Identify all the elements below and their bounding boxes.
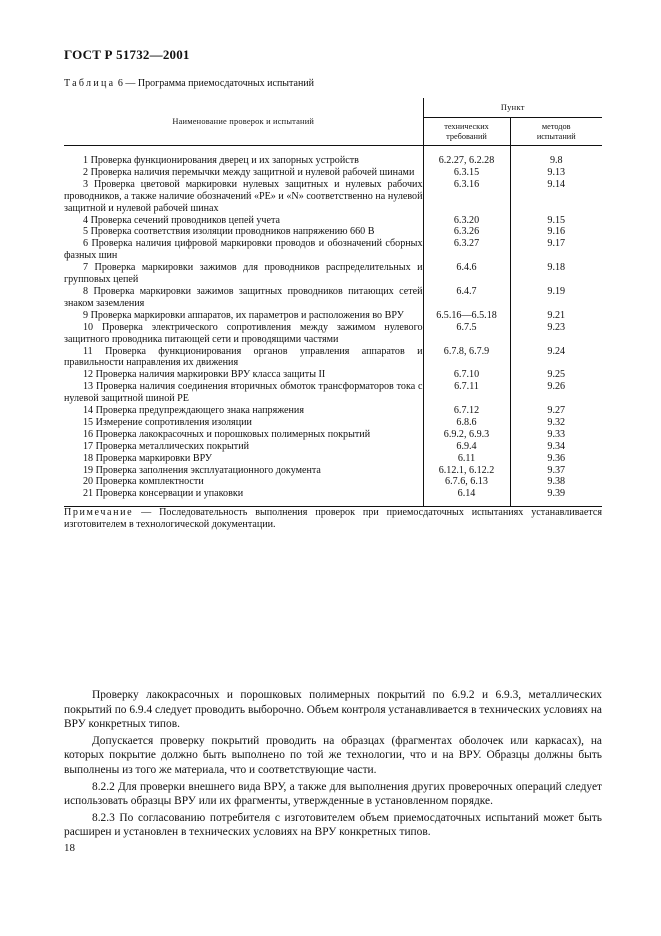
table-caption-title: 6 — Программа приемосдаточных испытаний xyxy=(115,78,315,89)
check-number: 21 xyxy=(83,488,94,500)
check-number: 15 xyxy=(83,416,94,428)
check-number: 17 xyxy=(83,440,94,452)
check-number: 10 xyxy=(83,321,94,333)
test-methods-cell: 9.27 xyxy=(547,405,566,417)
check-text: Проверка маркировки зажимов для проводников распределительных и групповых цепей xyxy=(64,262,423,286)
check-text: Проверка комплектности xyxy=(95,476,204,488)
check-text: Проверка сечений проводников цепей учета xyxy=(90,214,280,226)
check-text: Проверка маркировки зажимов защитных проводников питающих сетей знаком заземления xyxy=(64,285,423,309)
check-text: Проверка металлических покрытий xyxy=(95,440,250,452)
check-name-cell xyxy=(64,262,423,286)
table-caption-label: Таблица xyxy=(64,78,116,89)
test-methods-cell: 9.19 xyxy=(547,285,566,297)
table-row xyxy=(64,369,602,381)
table-row xyxy=(64,215,602,227)
table-row xyxy=(64,322,602,346)
check-text: Проверка лакокрасочных и порошковых полимерных покрытий xyxy=(95,428,371,440)
column-header-test-methods: методов испытаний xyxy=(510,118,602,146)
check-number: 7 xyxy=(83,262,89,274)
check-name-cell xyxy=(64,488,423,506)
test-methods-cell: 9.24 xyxy=(547,345,566,357)
test-methods-cell: 9.26 xyxy=(547,381,566,393)
test-methods-cell: 9.8 xyxy=(549,155,563,166)
table-row xyxy=(64,167,602,179)
check-number: 1 xyxy=(83,155,89,166)
table-row xyxy=(64,441,602,453)
check-text: Проверка консервации и упаковки xyxy=(95,488,244,500)
check-number: 4 xyxy=(83,214,89,226)
check-name-cell xyxy=(64,179,423,215)
table-row xyxy=(64,417,602,429)
paragraph-coatings: Проверку лакокрасочных и порошковых полимерных покрытий по 6.9.2 и 6.9.3, металлических покрытий по 6.9.4 следует проводить выборочно. Объем контроля устанавливается в технических условиях на ВРУ конкретных типов. xyxy=(64,689,602,731)
column-header-tech-requirements: технических требований xyxy=(423,118,510,146)
column-header-punkt: Пункт xyxy=(423,98,602,118)
tech-requirements-cell: 6.4.7 xyxy=(423,286,510,310)
check-text: Проверка заполнения эксплуатационного документа xyxy=(95,464,321,476)
paragraph-samples: Допускается проверку покрытий проводить на образцах (фрагментах оболочек или каркасах), на которых покрытие должно быть выполнено по той же технологии, что и на ВРУ. Образцы должны быть выполнены из того же материала, что и соответствующие части. xyxy=(64,734,602,776)
check-number: 5 xyxy=(83,226,89,238)
table-row xyxy=(64,429,602,441)
check-name-cell xyxy=(64,465,423,477)
test-methods-cell: 9.17 xyxy=(547,238,566,250)
table-row xyxy=(64,286,602,310)
table-row xyxy=(64,465,602,477)
check-text: Проверка соответствия изоляции проводников напряжению 660 В xyxy=(90,226,375,238)
test-methods-cell: 9.33 xyxy=(547,428,566,440)
check-name-cell xyxy=(64,405,423,417)
table-row xyxy=(64,405,602,417)
check-text: Проверка электрического сопротивления между зажимом нулевого защитного проводника питающей сети и проводящими частями xyxy=(64,321,423,345)
tech-requirements-cell: 6.11 xyxy=(423,453,510,465)
column-header-name: Наименование проверок и испытаний xyxy=(64,98,423,146)
check-name-cell xyxy=(64,226,423,238)
check-name-cell xyxy=(64,381,423,405)
note-label: Примечание xyxy=(64,507,134,519)
table-body xyxy=(64,146,602,507)
tech-requirements-cell: 6.8.6 xyxy=(423,417,510,429)
check-name-cell xyxy=(64,167,423,179)
table-row xyxy=(64,310,602,322)
test-methods-cell: 9.16 xyxy=(547,226,566,238)
check-text: Проверка наличия соединения вторичных обмоток трансформаторов тока с нулевой защитной шиной PE xyxy=(64,381,423,405)
check-name-cell xyxy=(64,286,423,310)
table-note xyxy=(64,507,602,532)
test-methods-cell: 9.23 xyxy=(547,321,566,333)
check-number: 13 xyxy=(83,381,94,393)
check-number: 2 xyxy=(83,166,89,178)
check-name-cell xyxy=(64,215,423,227)
table-row xyxy=(64,146,602,167)
check-text: Проверка функционирования дверец и их запорных устройств xyxy=(90,155,359,166)
check-name-cell xyxy=(64,322,423,346)
table-row xyxy=(64,226,602,238)
check-name-cell xyxy=(64,441,423,453)
note-text: — Последовательность выполнения проверок при приемосдаточных испытаниях устанавливается изготовителем в технологической документации. xyxy=(64,507,602,531)
check-name-cell xyxy=(64,346,423,370)
check-number: 16 xyxy=(83,428,94,440)
check-name-cell xyxy=(64,417,423,429)
tech-requirements-cell: 6.5.16—6.5.18 xyxy=(423,310,510,322)
check-number: 8 xyxy=(83,285,89,297)
test-methods-cell: 9.14 xyxy=(547,178,566,190)
check-name-cell xyxy=(64,453,423,465)
check-number: 14 xyxy=(83,405,94,417)
table-row xyxy=(64,476,602,488)
table-row xyxy=(64,346,602,370)
test-methods-cell: 9.25 xyxy=(547,369,566,381)
tech-requirements-cell: 6.14 xyxy=(423,488,510,506)
paragraph-8-2-2: 8.2.2 Для проверки внешнего вида ВРУ, а также для выполнения других проверочных операций следует использовать образцы ВРУ или их фрагменты, утвержденные в установленном порядке. xyxy=(64,780,602,808)
check-number: 19 xyxy=(83,464,94,476)
check-name-cell xyxy=(64,146,423,167)
check-number: 9 xyxy=(83,309,89,321)
test-methods-cell: 9.32 xyxy=(547,416,566,428)
tech-requirements-cell: 6.9.2, 6.9.3 xyxy=(423,429,510,441)
table-row xyxy=(64,488,602,506)
tech-requirements-cell: 6.2.27, 6.2.28 xyxy=(423,146,510,167)
check-text: Проверка функционирования органов управления аппаратов и правильности направления их движения xyxy=(64,345,423,369)
check-text: Проверка предупреждающего знака напряжения xyxy=(95,405,304,417)
table-caption xyxy=(64,78,314,89)
check-name-cell xyxy=(64,238,423,262)
check-text: Проверка цветовой маркировки нулевых защитных и нулевых рабочих проводников, а также наличие обозначений «PE» и «N» соответственно на нулевой защитной и нулевой рабочей шинах xyxy=(64,178,423,214)
paragraph-8-2-3: 8.2.3 По согласованию потребителя с изготовителем объем приемосдаточных испытаний может быть расширен и установлен в технических условиях на ВРУ конкретных типов. xyxy=(64,811,602,839)
tech-requirements-cell: 6.7.10 xyxy=(423,369,510,381)
table-row xyxy=(64,381,602,405)
table-row xyxy=(64,262,602,286)
test-methods-cell: 9.37 xyxy=(547,464,566,476)
tech-requirements-cell: 6.7.12 xyxy=(423,405,510,417)
check-number: 18 xyxy=(83,452,94,464)
test-methods-cell: 9.36 xyxy=(547,452,566,464)
test-methods-cell: 9.34 xyxy=(547,440,566,452)
check-text: Проверка наличия перемычки между защитной и нулевой рабочей шинами xyxy=(90,166,415,178)
check-name-cell xyxy=(64,310,423,322)
tech-requirements-cell: 6.7.11 xyxy=(423,381,510,405)
tech-requirements-cell: 6.3.15 xyxy=(423,167,510,179)
check-name-cell xyxy=(64,429,423,441)
tech-requirements-cell: 6.3.20 xyxy=(423,215,510,227)
tech-requirements-cell: 6.3.26 xyxy=(423,226,510,238)
test-methods-cell: 9.38 xyxy=(547,476,566,488)
check-number: 11 xyxy=(83,345,93,357)
tech-requirements-cell: 6.3.27 xyxy=(423,238,510,262)
check-name-cell xyxy=(64,476,423,488)
check-name-cell xyxy=(64,369,423,381)
body-text xyxy=(64,688,602,842)
table-row xyxy=(64,238,602,262)
check-number: 20 xyxy=(83,476,94,488)
table-row xyxy=(64,179,602,215)
tech-requirements-cell: 6.9.4 xyxy=(423,441,510,453)
tech-requirements-cell: 6.12.1, 6.12.2 xyxy=(423,465,510,477)
tech-requirements-cell: 6.4.6 xyxy=(423,262,510,286)
test-program-table xyxy=(64,98,602,532)
check-text: Проверка наличия цифровой маркировки проводов и обозначений сборных фазных шин xyxy=(64,238,423,262)
document-header: ГОСТ Р 51732—2001 xyxy=(64,47,190,62)
check-text: Проверка маркировки аппаратов, их параметров и расположения во ВРУ xyxy=(90,309,404,321)
check-number: 3 xyxy=(83,178,89,190)
tech-requirements-cell: 6.7.8, 6.7.9 xyxy=(423,346,510,370)
test-methods-cell: 9.21 xyxy=(547,309,566,321)
tech-requirements-cell: 6.7.6, 6.13 xyxy=(423,476,510,488)
check-text: Проверка наличия маркировки ВРУ класса защиты II xyxy=(95,369,326,381)
check-text: Измерение сопротивления изоляции xyxy=(95,416,252,428)
test-methods-cell: 9.39 xyxy=(547,488,566,500)
test-methods-cell: 9.13 xyxy=(547,166,566,178)
table-row xyxy=(64,453,602,465)
page-number: 18 xyxy=(64,842,75,854)
check-text: Проверка маркировки ВРУ xyxy=(95,452,213,464)
check-number: 6 xyxy=(83,238,89,250)
test-methods-cell: 9.18 xyxy=(547,262,566,274)
tech-requirements-cell: 6.3.16 xyxy=(423,179,510,215)
test-methods-cell: 9.15 xyxy=(547,214,566,226)
check-number: 12 xyxy=(83,369,94,381)
tech-requirements-cell: 6.7.5 xyxy=(423,322,510,346)
